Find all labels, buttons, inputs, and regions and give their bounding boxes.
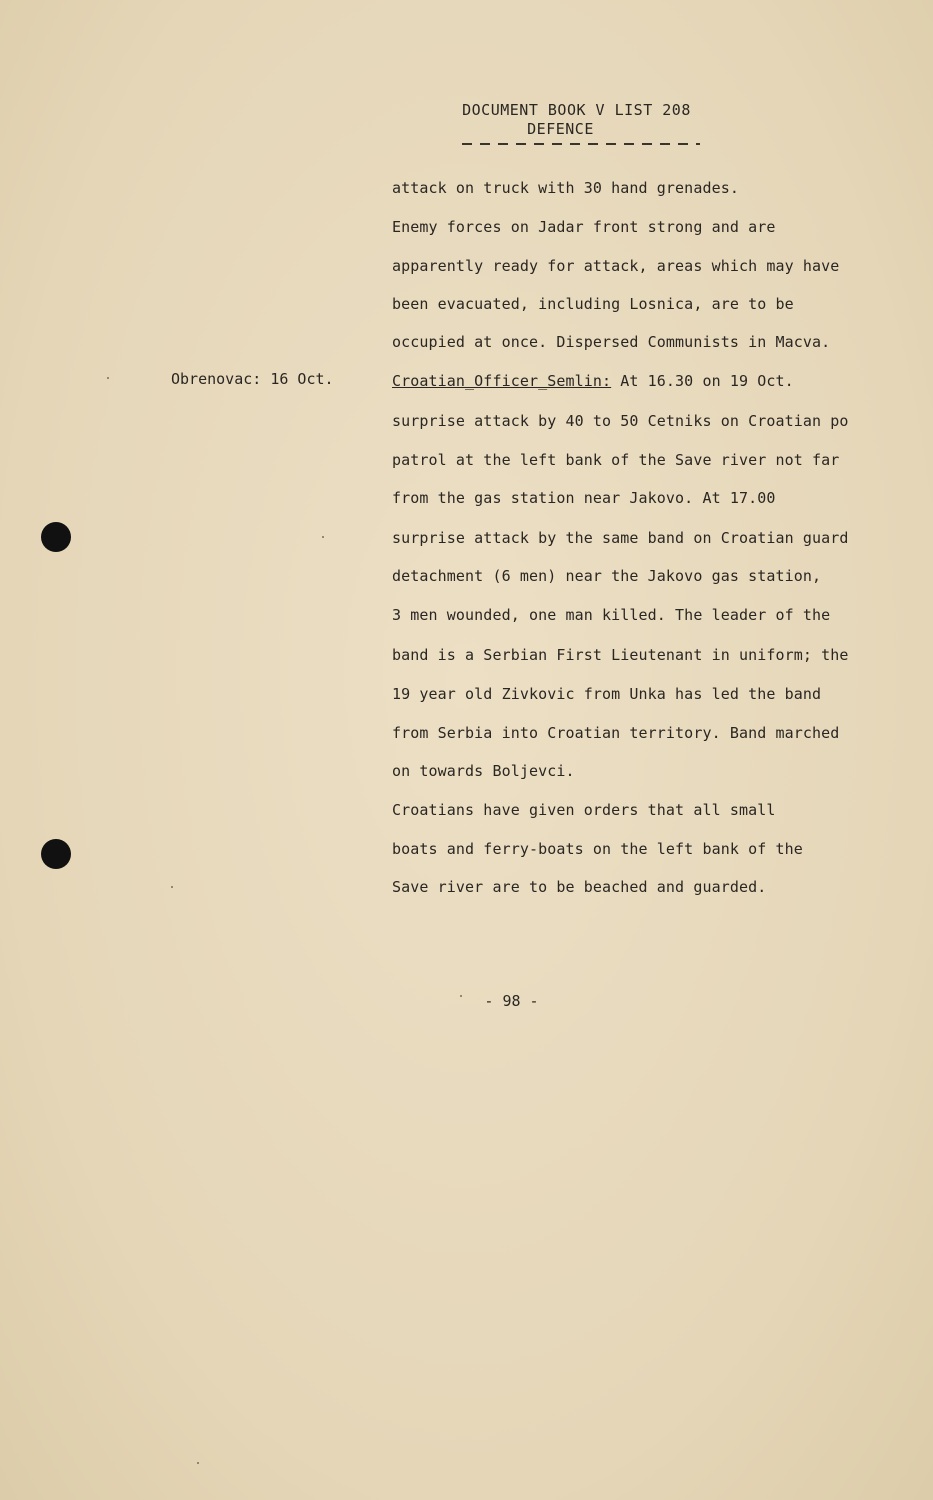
report-heading-rest: At 16.30 on 19 Oct. bbox=[611, 372, 794, 390]
paper-speck bbox=[197, 1462, 199, 1464]
margin-note-location: Obrenovac: 16 Oct. bbox=[171, 370, 334, 388]
paper-speck bbox=[322, 536, 324, 538]
body-line: 3 men wounded, one man killed. The leader of the bbox=[392, 606, 831, 624]
body-line: boats and ferry-boats on the left bank of the bbox=[392, 840, 803, 858]
body-line: band is a Serbian First Lieutenant in uniform; the bbox=[392, 646, 849, 664]
paper-speck bbox=[460, 995, 462, 997]
body-line: been evacuated, including Losnica, are to be bbox=[392, 295, 794, 313]
paper-speck bbox=[107, 377, 109, 379]
body-line: Enemy forces on Jadar front strong and are bbox=[392, 218, 776, 236]
body-line: patrol at the left bank of the Save river not far bbox=[392, 451, 840, 469]
paper-speck bbox=[171, 886, 173, 888]
page-number: - 98 - bbox=[484, 992, 539, 1010]
body-line: surprise attack by the same band on Croatian guard bbox=[392, 529, 849, 547]
body-line: Save river are to be beached and guarded. bbox=[392, 878, 767, 896]
report-heading: Croatian_Officer_Semlin: bbox=[392, 372, 612, 390]
body-line: detachment (6 men) near the Jakovo gas station, bbox=[392, 567, 822, 585]
body-line: apparently ready for attack, areas which may have bbox=[392, 257, 840, 275]
body-line: on towards Boljevci. bbox=[392, 762, 575, 780]
body-line: from the gas station near Jakovo. At 17.00 bbox=[392, 489, 776, 507]
report-heading-line bbox=[392, 372, 794, 390]
punch-hole bbox=[41, 839, 71, 869]
document-title: DOCUMENT BOOK V LIST 208 bbox=[462, 101, 691, 119]
body-line: from Serbia into Croatian territory. Band marched bbox=[392, 724, 840, 742]
body-line: Croatians have given orders that all small bbox=[392, 801, 776, 819]
punch-hole bbox=[41, 522, 71, 552]
document-subtitle: DEFENCE bbox=[527, 120, 594, 138]
body-line: occupied at once. Dispersed Communists in Macva. bbox=[392, 333, 831, 351]
header-dashed-rule bbox=[462, 143, 700, 145]
body-line: surprise attack by 40 to 50 Cetniks on Croatian po bbox=[392, 412, 849, 430]
body-line: 19 year old Zivkovic from Unka has led the band bbox=[392, 685, 822, 703]
body-line: attack on truck with 30 hand grenades. bbox=[392, 179, 739, 197]
